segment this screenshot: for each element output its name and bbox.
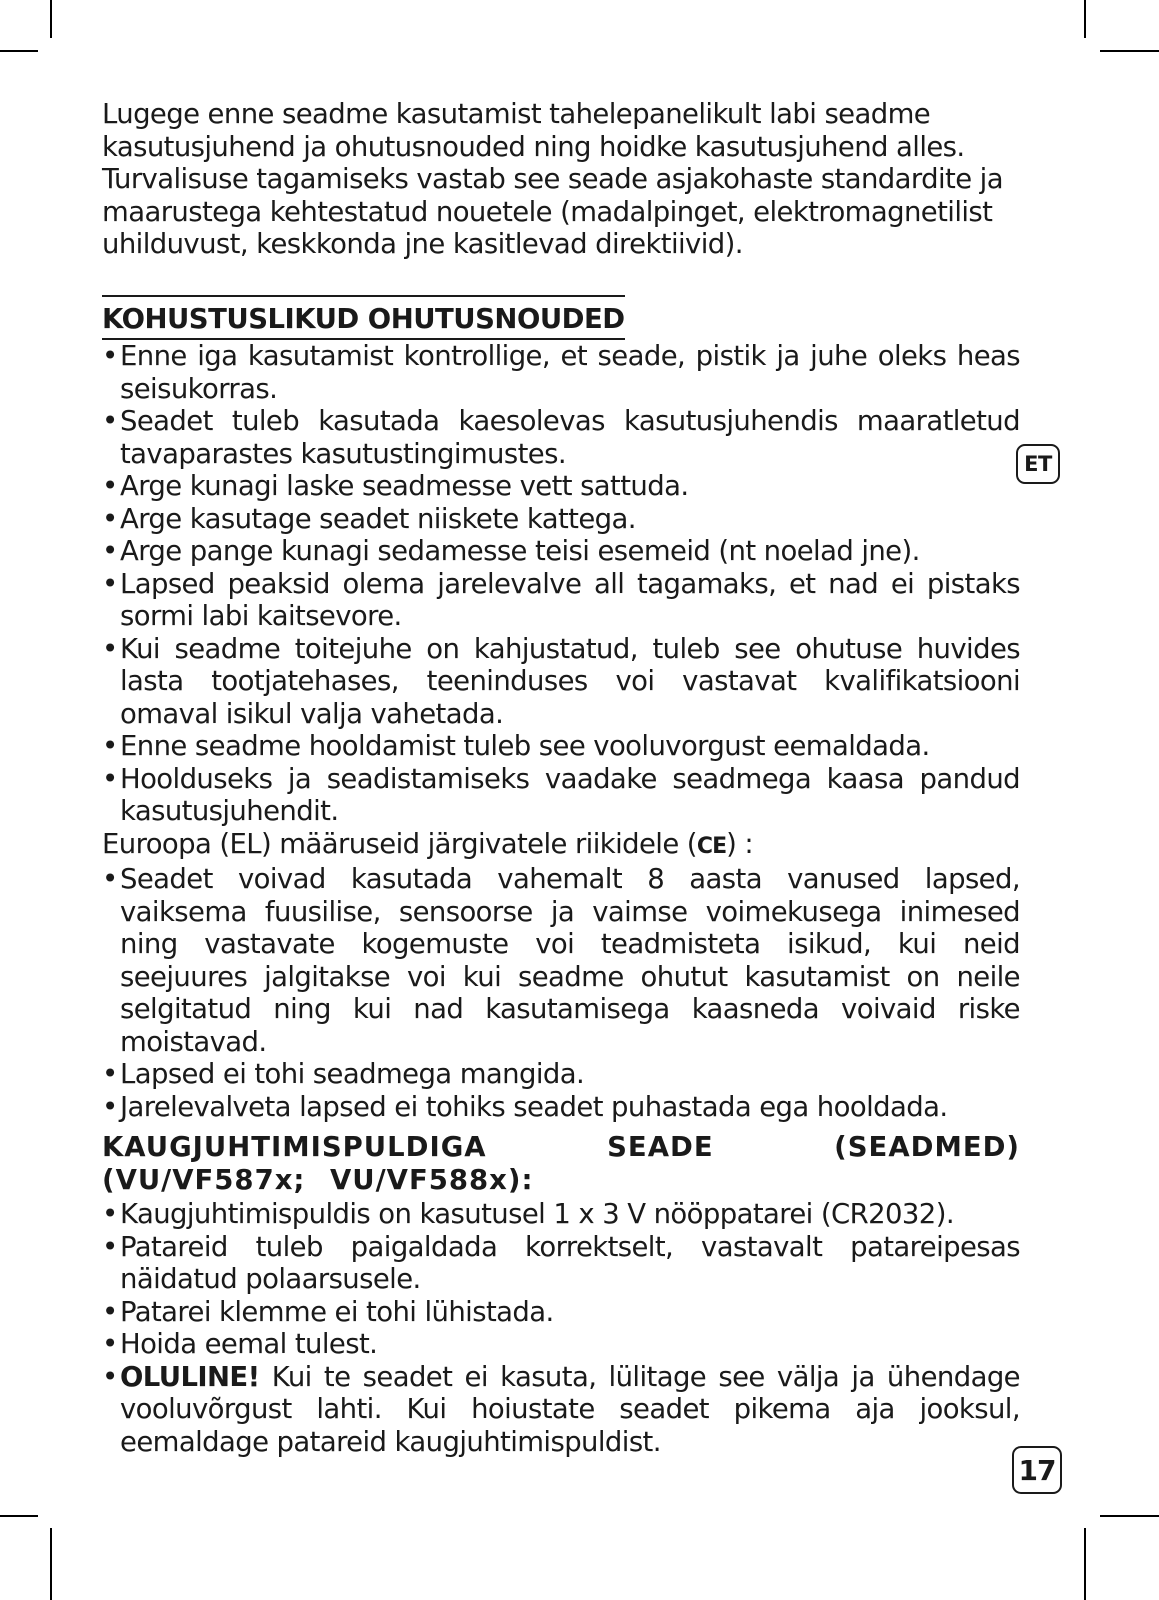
crop-mark-bottom-right-v <box>1084 1528 1086 1600</box>
manual-page <box>102 98 1020 1458</box>
intro-section <box>102 98 1020 261</box>
list-item: • Arge kasutage seadet niiskete kattega. <box>102 503 1020 536</box>
list-item: • Lapsed peaksid olema jarelevalve all tagamaks, et nad ei pistaks sormi labi kaitsevore. <box>102 568 1020 633</box>
page-number: 17 <box>1012 1446 1062 1494</box>
safety-heading: KOHUSTUSLIKUD OHUTUSNOUDED <box>102 302 625 335</box>
list-item: • Enne iga kasutamist kontrollige, et seade, pistik ja juhe oleks heas seisukorras. <box>102 340 1020 405</box>
crop-mark-top-left-h <box>0 50 38 52</box>
intro-paragraph: Lugege enne seadme kasutamist tahelepanelikult labi seadme kasutusjuhend ja ohutusnouded ning hoidke kasutusjuhend alles. Turvalisuse tagamiseks vastab see seade asjakohaste standardite ja maarustega kehtestatud nouetele (madalpinget, elektromagnetilist uhilduvust, keskkonda jne kasitlevad direktiivid). <box>102 98 1003 260</box>
list-item: • Kaugjuhtimispuldis on kasutusel 1 x 3 V nööppatarei (CR2032). <box>102 1198 1020 1231</box>
language-badge: ET <box>1016 444 1060 484</box>
list-item: • Hoolduseks ja seadistamiseks vaadake seadmega kaasa pandud kasutusjuhendit. <box>102 763 1020 828</box>
remote-list <box>102 1198 1020 1361</box>
eu-line-suffix: ) : <box>726 827 754 860</box>
list-item: • Lapsed ei tohi seadmega mangida. <box>102 1058 1020 1091</box>
eu-countries-line <box>102 828 1020 864</box>
list-item: • Arge kunagi laske seadmesse vett sattuda. <box>102 470 1020 503</box>
list-item: • Arge pange kunagi sedamesse teisi esemeid (nt noelad jne). <box>102 535 1020 568</box>
list-item: • Patareid tuleb paigaldada korrektselt, vastavalt patareipesas näidatud polaarsusele. <box>102 1231 1020 1296</box>
safety-heading-box <box>102 295 625 341</box>
crop-mark-top-right-h <box>1100 50 1159 52</box>
list-item: • Kui seadme toitejuhe on kahjustatud, tuleb see ohutuse huvides lasta tootjatehases, teeninduses voi vastavat kvalifikatsiooni omaval isikul valja vahetada. <box>102 633 1020 731</box>
remote-heading: KAUGJUHTIMISPULDIGA SEADE (SEADMED) (VU/VF587x; VU/VF588x): <box>102 1131 1020 1196</box>
list-item: • Jarelevalveta lapsed ei tohiks seadet puhastada ega hooldada. <box>102 1091 1020 1124</box>
important-text: Kui te seadet ei kasuta, lülitage see välja ja ühendage vooluvõrgust lahti. Kui hoiustate seadet pikema aja jooksul, eemaldage patareid kaugjuhtimispuldist. <box>120 1360 1020 1458</box>
important-label: OLULINE! <box>120 1360 260 1393</box>
list-item: • Seadet tuleb kasutada kaesolevas kasutusjuhendis maaratletud tavaparastes kasutustingimustes. <box>102 405 1020 470</box>
crop-mark-bottom-right-h <box>1100 1515 1159 1517</box>
crop-mark-bottom-left-v <box>50 1528 52 1600</box>
safety-list <box>102 340 1020 828</box>
important-note <box>102 1361 1020 1459</box>
list-item: • Hoida eemal tulest. <box>102 1328 1020 1361</box>
crop-mark-bottom-left-h <box>0 1515 38 1517</box>
list-item: • Patarei klemme ei tohi lühistada. <box>102 1296 1020 1329</box>
important-list <box>102 1361 1020 1459</box>
ce-mark-icon: CE <box>696 833 727 859</box>
crop-mark-top-right-v <box>1084 0 1086 38</box>
crop-mark-top-left-v <box>50 0 52 38</box>
list-item: • Seadet voivad kasutada vahemalt 8 aasta vanused lapsed, vaiksema fuusilise, sensoorse ja vaimse voimekusega inimesed ning vastavate kogemuste voi teadmisteta isikud, kui neid seejuures jalgitakse voi kui seadme ohutut kasutamist on neile selgitatud ning kui nad kasutamisega kaasneda voivaid riske moistavad. <box>102 863 1020 1058</box>
eu-line-prefix: Euroopa (EL) määruseid järgivatele riikidele ( <box>102 827 697 860</box>
list-item: • Enne seadme hooldamist tuleb see vooluvorgust eemaldada. <box>102 730 1020 763</box>
eu-list <box>102 863 1020 1123</box>
